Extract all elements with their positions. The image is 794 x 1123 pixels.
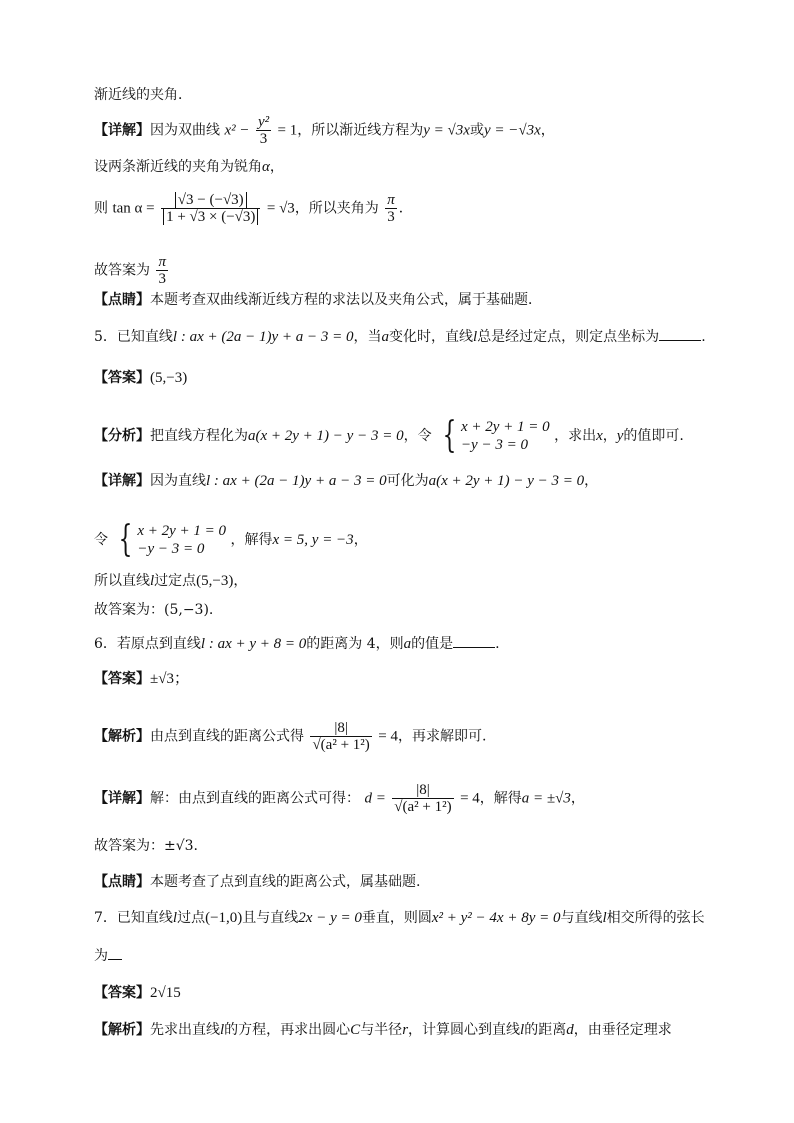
section-tag: 【解析】 [94, 1022, 150, 1038]
text: 先求出直线 [150, 1022, 220, 1038]
section-tag: 【详解】 [94, 790, 150, 807]
answer-line [94, 254, 170, 287]
detail-5-conclusion [94, 571, 247, 591]
fraction [392, 782, 453, 815]
text: ，解得 [479, 790, 522, 807]
fraction [385, 192, 397, 225]
math-expr: x² − [224, 122, 250, 139]
denominator: √(a² + 1²) [312, 737, 370, 753]
math-expr: ±√3； [150, 671, 189, 687]
text: 且与直线 [242, 910, 299, 926]
answer-6 [94, 669, 189, 689]
abs-value: √3 − (−√3) [175, 192, 247, 208]
math-expr: l [473, 329, 478, 345]
text: 垂直，则圆 [361, 910, 432, 926]
text: 的值即可. [623, 428, 684, 444]
text-line [94, 85, 192, 105]
text: 因为直线 [150, 473, 206, 489]
text: 与直线 [560, 910, 603, 926]
math-expr: y = −√3x [483, 122, 541, 139]
denominator: 3 [387, 209, 395, 225]
text-line [94, 157, 284, 177]
system-rows [137, 522, 226, 558]
math-expr: = 4 [460, 790, 480, 807]
brace-icon: { [119, 519, 133, 560]
question-6 [94, 634, 500, 654]
text: 故答案为：(5,−3). [94, 602, 214, 618]
math-expr: l [520, 1022, 525, 1038]
text: ，求出 [554, 428, 597, 444]
section-tag: 【点睛】 [94, 874, 150, 890]
section-tag: 【详解】 [94, 122, 150, 139]
math-expr: l [150, 573, 155, 589]
text: ，令 [403, 428, 432, 444]
denominator [161, 209, 260, 225]
text: 的距离为 4，则 [306, 636, 404, 652]
text: 总是经过定点，则定点坐标为 [477, 329, 660, 345]
text: 由点到直线的距离公式得 [150, 728, 304, 745]
remark-6 [94, 872, 420, 892]
math-expr: = 4 [378, 728, 398, 745]
brace-icon: { [442, 415, 457, 456]
remark-line [94, 290, 542, 310]
fraction [256, 114, 271, 147]
text: ，所以夹角为 [294, 200, 379, 217]
text: 7．已知直线 [94, 910, 173, 926]
math-expr: r [402, 1022, 409, 1038]
text: ，由垂径定理求 [573, 1022, 672, 1038]
math-expr: d [566, 1022, 574, 1038]
math-expr: = √3 [266, 200, 295, 217]
math-expr: a(x + 2y + 1) − y − 3 = 0 [248, 428, 404, 444]
text: 相交所得的弦长 [606, 910, 705, 926]
text: ， [540, 122, 555, 139]
math-expr: l [220, 1022, 225, 1038]
fraction [310, 720, 371, 753]
numerator: π [387, 192, 395, 208]
numerator: |8| [392, 782, 453, 799]
text: 与半径 [360, 1022, 403, 1038]
math-expr: l [602, 910, 607, 926]
answer-7 [94, 983, 181, 1003]
text: 过定点 [154, 573, 197, 589]
math-expr: l : ax + (2a − 1)y + a − 3 = 0 [172, 329, 354, 345]
text: 或 [469, 122, 484, 139]
text: 渐近线的夹角． [94, 87, 192, 103]
question-5 [94, 327, 706, 347]
section-tag: 【答案】 [94, 985, 150, 1001]
abs-value: 1 + √3 × (−√3) [163, 209, 258, 225]
numerator: y² [257, 114, 270, 130]
text: 所以直线 [94, 573, 150, 589]
detail-6-answer [94, 836, 198, 856]
answer-blank[interactable] [453, 635, 495, 648]
math-expr: a = ±√3 [521, 790, 571, 807]
question-7-cont [94, 946, 122, 966]
text: ，当 [353, 329, 382, 345]
answer-blank[interactable] [659, 328, 701, 341]
math-expr: C [350, 1022, 361, 1038]
text: ，解得 [230, 532, 273, 548]
text: ， [269, 159, 284, 175]
math-expr: = 1 [277, 122, 298, 139]
text: 令 [94, 532, 108, 548]
math-expr: (−1,0) [205, 910, 243, 926]
text: 则 [94, 200, 108, 217]
math-expr: x = 5, y = −3 [272, 532, 354, 548]
fraction [156, 254, 168, 287]
question-7 [94, 908, 705, 928]
detail-5 [94, 471, 598, 491]
equation: x + 2y + 1 = 0 [460, 419, 550, 435]
math-expr: x² + y² − 4x + 8y = 0 [431, 910, 561, 926]
text: 过点 [177, 910, 206, 926]
text: ， [570, 790, 585, 807]
text: 为 [94, 948, 108, 964]
section-tag: 【详解】 [94, 473, 150, 489]
text: ． [398, 200, 413, 217]
math-expr: α [262, 159, 270, 175]
math-expr: x [596, 428, 603, 444]
text: 可化为 [386, 473, 429, 489]
text: 把直线方程化为 [150, 428, 248, 444]
text: 的值是 [411, 636, 454, 652]
math-expr: (5,−3) [196, 573, 234, 589]
text: 6．若原点到直线 [94, 636, 201, 652]
section-tag: 【答案】 [94, 671, 150, 687]
math-expr: l [172, 910, 178, 926]
text: 的方程，再求出圆心 [224, 1022, 351, 1038]
text: ，再求解即可. [397, 728, 487, 745]
text: ， [353, 532, 368, 548]
text: ， [233, 573, 248, 589]
system-rows [461, 418, 550, 454]
numerator [161, 192, 260, 209]
equation-system [114, 519, 227, 560]
detail-6 [94, 782, 585, 815]
tan-line [94, 192, 413, 225]
analysis-5 [94, 415, 684, 456]
text: ， [602, 428, 617, 444]
math-expr: l : ax + (2a − 1)y + a − 3 = 0 [206, 473, 387, 489]
text: 故答案为 [94, 262, 150, 279]
text: ，所以渐近线方程为 [297, 122, 424, 139]
math-expr: y = √3x [423, 122, 470, 139]
detail-5-answer [94, 600, 213, 620]
denominator: 3 [259, 131, 268, 147]
text: 故答案为：±√3. [94, 838, 199, 854]
math-expr: 2x − y = 0 [298, 910, 362, 926]
text: . [701, 329, 706, 345]
math-expr: tan α = [112, 200, 155, 217]
section-tag: 【分析】 [94, 428, 150, 444]
answer-5 [94, 368, 187, 388]
equation-system [438, 415, 550, 456]
denominator: 3 [158, 271, 166, 287]
numerator: π [158, 254, 166, 270]
math-expr: y [616, 428, 624, 444]
text: ， [584, 473, 599, 489]
text: 解：由点到直线的距离公式可得： [150, 790, 360, 807]
equation: x + 2y + 1 = 0 [137, 523, 227, 539]
detail-5-system [94, 519, 368, 560]
text: 因为双曲线 [150, 122, 220, 139]
math-expr: a [381, 329, 390, 345]
text: 的距离 [524, 1022, 567, 1038]
math-expr: a [403, 636, 412, 652]
numerator: |8| [310, 720, 371, 737]
math-expr: d = [364, 790, 386, 807]
section-tag: 【解析】 [94, 728, 150, 745]
math-expr: 2√15 [150, 985, 181, 1001]
answer-blank[interactable] [108, 947, 122, 960]
text: 5．已知直线 [94, 329, 173, 345]
detail-line [94, 114, 555, 147]
math-expr: l : ax + y + 8 = 0 [200, 636, 307, 652]
equation: −y − 3 = 0 [460, 437, 528, 453]
text: 本题考查了点到直线的距离公式，属基础题. [150, 874, 421, 890]
denominator: √(a² + 1²) [394, 799, 452, 815]
text: ，计算圆心到直线 [408, 1022, 521, 1038]
text: 设两条渐近线的夹角为锐角 [94, 159, 262, 175]
section-tag: 【点睛】 [94, 292, 150, 308]
text: 本题考查双曲线渐近线方程的求法以及夹角公式，属于基础题． [150, 292, 542, 308]
section-tag: 【答案】 [94, 370, 150, 386]
analysis-7 [94, 1020, 672, 1040]
text: 变化时，直线 [389, 329, 474, 345]
equation: −y − 3 = 0 [137, 541, 205, 557]
analysis-6 [94, 720, 486, 753]
math-expr: (5,−3) [150, 370, 188, 386]
text: . [495, 636, 500, 652]
math-expr: a(x + 2y + 1) − y − 3 = 0 [428, 473, 585, 489]
fraction [161, 192, 260, 225]
